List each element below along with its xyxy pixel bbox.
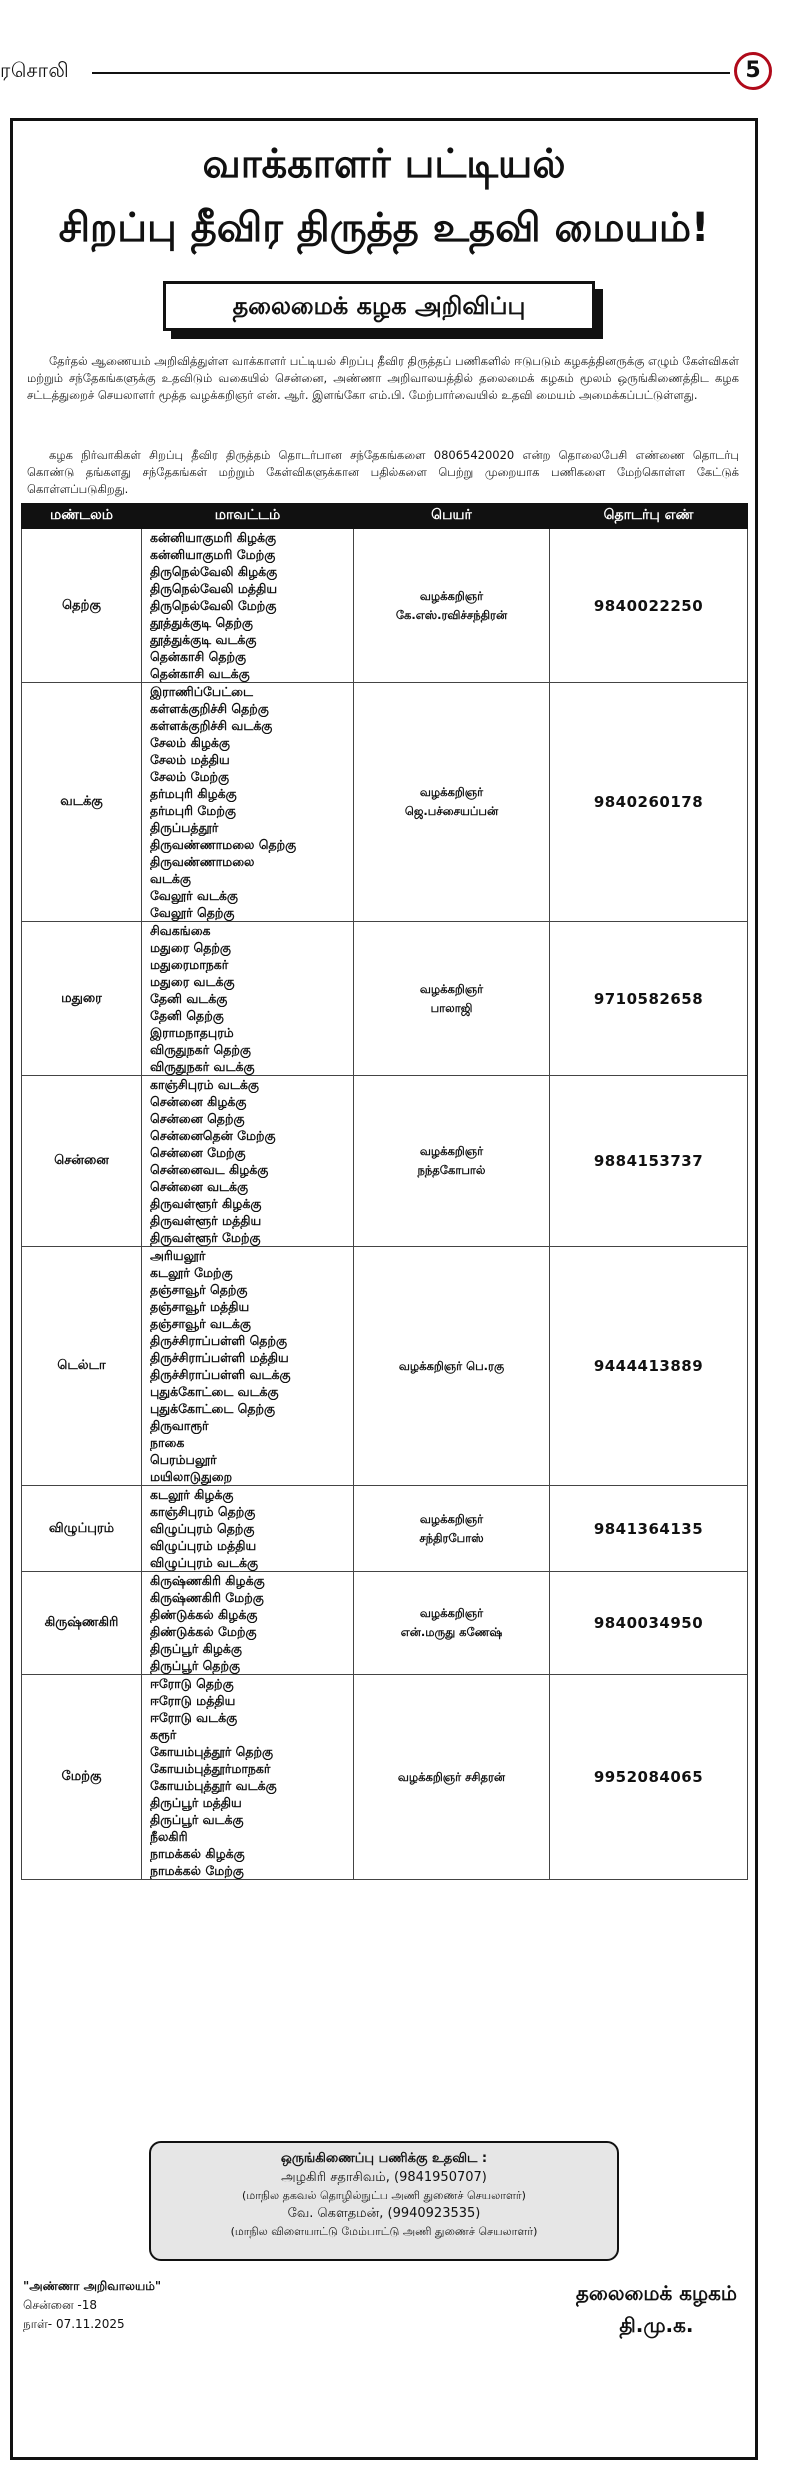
- district-item: திருச்சிராப்பள்ளி தெற்கு: [150, 1333, 287, 1348]
- zone-cell: விழுப்புரம்: [22, 1486, 142, 1572]
- district-list-cell: [142, 1247, 354, 1486]
- district-list-cell: [142, 1486, 354, 1572]
- district-item: விருதுநகர் தெற்கு: [150, 1042, 251, 1057]
- contact-title: வழக்கறிஞர்: [419, 785, 484, 799]
- footer-city: சென்னை -18: [23, 2298, 98, 2312]
- contact-title: வழக்கறிஞர்: [419, 1511, 484, 1526]
- district-item: விழுப்புரம் வடக்கு: [150, 1555, 258, 1570]
- district-item: சென்னை வடக்கு: [150, 1179, 249, 1194]
- district-item: திருநெல்வேலி கிழக்கு: [150, 564, 278, 579]
- contact-name: ஜெ.பச்சையப்பன்: [404, 804, 499, 818]
- district-item: சென்னைதென் மேற்கு: [150, 1128, 276, 1143]
- footer-date: நாள்- 07.11.2025: [23, 2317, 125, 2331]
- contact-name: வழக்கறிஞர் சசிதரன்: [397, 1769, 506, 1784]
- coordinator-1-role: (மாநில தகவல் தொழில்நுட்ப அணி துணைச் செயலாளர்): [242, 2189, 526, 2202]
- footer-issuer: தலைமைக் கழகம்: [575, 2281, 737, 2305]
- district-list-cell: [142, 922, 354, 1076]
- zone-cell: மதுரை: [22, 922, 142, 1076]
- district-item: தர்மபுரி மேற்கு: [150, 803, 236, 818]
- helpline-paragraph: கழக நிர்வாகிகள் சிறப்பு தீவிர திருத்தம் தொடர்பான சந்தேகங்களை 08065420020 என்ற தொலைபேசி எண்ணை தொடர்பு கொண்டு தங்களது சந்தேகங்கள் மற்றும் கேள்விகளுக்கான பதில்களை பெற்று முறையாக பணிகளை மேற்கொள்ள கேட்டுக் கொள்ளப்படுகிறது.: [27, 448, 739, 496]
- district-item: காஞ்சிபுரம் தெற்கு: [150, 1504, 256, 1519]
- contact-person-cell: [354, 1247, 550, 1486]
- footer-address: [23, 2277, 161, 2334]
- footer-signature: [576, 2277, 737, 2341]
- table-header-row: [22, 504, 748, 529]
- district-item: கன்னியாகுமரி கிழக்கு: [150, 530, 277, 545]
- district-item: புதுக்கோட்டை வடக்கு: [150, 1384, 279, 1399]
- district-item: கள்ளக்குறிச்சி வடக்கு: [150, 718, 273, 733]
- district-item: சேலம் மேற்கு: [150, 769, 230, 784]
- notice-label-box: [163, 281, 603, 339]
- district-item: திருவள்ளூர் மத்திய: [150, 1213, 262, 1228]
- header-district: மாவட்டம்: [142, 504, 354, 529]
- district-list-cell: [142, 1572, 354, 1675]
- district-item: நாமக்கல் மேற்கு: [150, 1863, 244, 1878]
- district-list-cell: [142, 1076, 354, 1247]
- district-item: நாகை: [150, 1435, 185, 1450]
- table-row: [22, 683, 748, 922]
- header-name: பெயர்: [354, 504, 550, 529]
- district-item: திண்டுக்கல் கிழக்கு: [150, 1607, 258, 1622]
- contact-phone-cell: 9884153737: [550, 1076, 748, 1247]
- district-item: சென்னைவட கிழக்கு: [150, 1162, 269, 1177]
- contact-phone-cell: 9840260178: [550, 683, 748, 922]
- contact-person-cell: [354, 529, 550, 683]
- district-item: திருநெல்வேலி மத்திய: [150, 581, 278, 596]
- district-item: கோயம்புத்தூர்மாநகர்: [150, 1761, 271, 1776]
- district-item: வேலூர் தெற்கு: [150, 905, 235, 920]
- district-item: வடக்கு: [150, 871, 191, 886]
- header-zone: மண்டலம்: [22, 504, 142, 529]
- district-item: தஞ்சாவூர் மத்திய: [150, 1299, 250, 1314]
- newspaper-name: ரசொலி: [0, 58, 70, 82]
- district-item: காஞ்சிபுரம் வடக்கு: [150, 1077, 259, 1092]
- district-item: ஈரோடு வடக்கு: [150, 1710, 238, 1725]
- district-item: தஞ்சாவூர் தெற்கு: [150, 1282, 248, 1297]
- contact-name: என்.மருது கணேஷ்: [400, 1625, 503, 1639]
- contact-phone-cell: 9841364135: [550, 1486, 748, 1572]
- contact-person-cell: [354, 1076, 550, 1247]
- contact-name: வழக்கறிஞர் பெ.ரகு: [398, 1358, 505, 1373]
- district-item: திண்டுக்கல் மேற்கு: [150, 1624, 257, 1639]
- district-item: தேனி தெற்கு: [150, 1008, 224, 1023]
- district-item: நாமக்கல் கிழக்கு: [150, 1846, 245, 1861]
- district-item: திருப்பத்தூர்: [150, 820, 219, 835]
- district-item: இராமநாதபுரம்: [150, 1025, 234, 1040]
- zone-cell: கிருஷ்ணகிரி: [22, 1572, 142, 1675]
- table-row: [22, 922, 748, 1076]
- contact-person-cell: [354, 1572, 550, 1675]
- notice-label: தலைமைக் கழக அறிவிப்பு: [163, 281, 595, 331]
- district-item: திருப்பூர் மத்திய: [150, 1795, 242, 1810]
- contact-title: வழக்கறிஞர்: [419, 981, 484, 996]
- district-item: விழுப்புரம் தெற்கு: [150, 1521, 255, 1536]
- coordinator-2-role: (மாநில விளையாட்டு மேம்பாட்டு அணி துணைச் செயலாளர்): [230, 2225, 538, 2238]
- district-item: திருவண்ணாமலை தெற்கு: [150, 837, 297, 852]
- contact-name: கே.எஸ்.ரவிச்சந்திரன்: [395, 607, 508, 622]
- header-rule: [92, 72, 730, 74]
- table-row: [22, 1572, 748, 1675]
- district-list-cell: [142, 1675, 354, 1880]
- zone-cell: சென்னை: [22, 1076, 142, 1247]
- district-item: பெரம்பலூர்: [150, 1452, 217, 1467]
- district-item: தூத்துக்குடி வடக்கு: [150, 632, 257, 647]
- contact-name: சந்திரபோஸ்: [419, 1530, 484, 1545]
- district-item: திருநெல்வேலி மேற்கு: [150, 598, 277, 613]
- zone-cell: தெற்கு: [22, 529, 142, 683]
- zone-cell: மேற்கு: [22, 1675, 142, 1880]
- district-item: மதுரை தெற்கு: [150, 940, 231, 955]
- district-item: இராணிப்பேட்டை: [150, 684, 253, 699]
- district-item: ஈரோடு தெற்கு: [150, 1676, 234, 1691]
- table-row: [22, 1076, 748, 1247]
- contact-person-cell: [354, 922, 550, 1076]
- district-item: மதுரைமாநகர்: [150, 957, 229, 972]
- contact-title: வழக்கறிஞர்: [419, 1606, 484, 1620]
- zone-contact-table: [21, 503, 748, 1880]
- newspaper-header: [0, 52, 800, 92]
- district-item: கிருஷ்ணகிரி மேற்கு: [150, 1590, 264, 1605]
- district-item: விருதுநகர் வடக்கு: [150, 1059, 255, 1074]
- table-row: [22, 1675, 748, 1880]
- intro-paragraph: தேர்தல் ஆணையம் அறிவித்துள்ள வாக்காளர் பட்டியல் சிறப்பு தீவிர திருத்தப் பணிகளில் ஈடுபடும் கழகத்தினருக்கு எழும் கேள்விகள் மற்றும் சந்தேகங்களுக்கு உதவிடும் வகையில் சென்னை, அண்ணா அறிவாலயத்தில் தலைமைக் கழகம் மூலம் ஒருங்கிணைத்திட கழக சட்டத்துறைச் செயலாளர் மூத்த வழக்கறிஞர் என். ஆர். இளங்கோ எம்.பி. மேற்பார்வையில் உதவி மையம் அமைக்கப்பட்டுள்ளது.: [27, 354, 739, 402]
- district-item: திருவண்ணாமலை: [150, 854, 255, 869]
- district-item: கோயம்புத்தூர் தெற்கு: [150, 1744, 274, 1759]
- announcement-frame: [10, 118, 758, 2460]
- coordination-heading: ஒருங்கிணைப்பு பணிக்கு உதவிட :: [280, 2151, 488, 2166]
- district-item: ஈரோடு மத்திய: [150, 1693, 236, 1708]
- district-list-cell: [142, 683, 354, 922]
- district-item: நீலகிரி: [150, 1829, 188, 1844]
- contact-phone-cell: 9710582658: [550, 922, 748, 1076]
- district-item: சென்னை தெற்கு: [150, 1111, 245, 1126]
- table-row: [22, 1247, 748, 1486]
- district-item: திருப்பூர் வடக்கு: [150, 1812, 244, 1827]
- district-item: சேலம் கிழக்கு: [150, 735, 230, 750]
- table-row: [22, 529, 748, 683]
- contact-title: வழக்கறிஞர்: [419, 588, 484, 603]
- district-item: தஞ்சாவூர் வடக்கு: [150, 1316, 251, 1331]
- contact-person-cell: [354, 683, 550, 922]
- district-item: சென்னை கிழக்கு: [150, 1094, 247, 1109]
- coordinator-1: அழகிரி சதாசிவம், (9841950707): [281, 2170, 487, 2185]
- district-item: மதுரை வடக்கு: [150, 974, 235, 989]
- district-item: கடலூர் கிழக்கு: [150, 1487, 234, 1502]
- district-item: மயிலாடுதுறை: [150, 1469, 233, 1484]
- district-item: கிருஷ்ணகிரி கிழக்கு: [150, 1573, 265, 1588]
- coordinator-2: வே. கௌதமன், (9940923535): [287, 2206, 481, 2221]
- district-item: தேனி வடக்கு: [150, 991, 228, 1006]
- district-item: சிவகங்கை: [150, 923, 211, 938]
- district-item: திருச்சிராப்பள்ளி வடக்கு: [150, 1367, 291, 1382]
- district-item: திருவள்ளூர் கிழக்கு: [150, 1196, 262, 1211]
- zone-cell: டெல்டா: [22, 1247, 142, 1486]
- coordination-box: [149, 2141, 619, 2261]
- footer-place: "அண்ணா அறிவாலயம்": [23, 2279, 162, 2293]
- district-item: விழுப்புரம் மத்திய: [150, 1538, 257, 1553]
- headline-line-2: சிறப்பு தீவிர திருத்த உதவி மையம்!: [58, 205, 710, 251]
- district-item: திருவாரூர்: [150, 1418, 209, 1433]
- district-item: புதுக்கோட்டை தெற்கு: [150, 1401, 276, 1416]
- contact-name: நந்தகோபால்: [417, 1163, 486, 1177]
- district-item: தென்காசி வடக்கு: [150, 666, 250, 681]
- header-phone: தொடர்பு எண்: [550, 504, 748, 529]
- district-item: திருச்சிராப்பள்ளி மத்திய: [150, 1350, 289, 1365]
- footer-party: தி.மு.க.: [619, 2313, 694, 2337]
- district-list-cell: [142, 529, 354, 683]
- contact-phone-cell: 9840034950: [550, 1572, 748, 1675]
- district-item: கரூர்: [150, 1727, 177, 1742]
- district-item: கன்னியாகுமரி மேற்கு: [150, 547, 276, 562]
- district-item: அரியலூர்: [150, 1248, 206, 1263]
- contact-title: வழக்கறிஞர்: [419, 1144, 484, 1158]
- headline-line-1: வாக்காளர் பட்டியல்: [202, 141, 566, 187]
- district-item: திருப்பூர் கிழக்கு: [150, 1641, 242, 1656]
- district-item: தென்காசி தெற்கு: [150, 649, 247, 664]
- table-body: [22, 529, 748, 1880]
- contact-phone-cell: 9444413889: [550, 1247, 748, 1486]
- district-item: திருப்பூர் தெற்கு: [150, 1658, 240, 1673]
- district-item: திருவள்ளூர் மேற்கு: [150, 1230, 261, 1245]
- district-item: சென்னை மேற்கு: [150, 1145, 246, 1160]
- zone-cell: வடக்கு: [22, 683, 142, 922]
- district-item: தூத்துக்குடி தெற்கு: [150, 615, 253, 630]
- contact-name: பாலாஜி: [430, 1000, 473, 1015]
- district-item: கோயம்புத்தூர் வடக்கு: [150, 1778, 277, 1793]
- contact-person-cell: [354, 1675, 550, 1880]
- district-item: சேலம் மத்திய: [150, 752, 230, 767]
- contact-phone-cell: 9840022250: [550, 529, 748, 683]
- table-row: [22, 1486, 748, 1572]
- contact-person-cell: [354, 1486, 550, 1572]
- district-item: வேலூர் வடக்கு: [150, 888, 238, 903]
- page-number-badge: 5: [734, 52, 772, 90]
- contact-phone-cell: 9952084065: [550, 1675, 748, 1880]
- district-item: தர்மபுரி கிழக்கு: [150, 786, 237, 801]
- district-item: கடலூர் மேற்கு: [150, 1265, 233, 1280]
- district-item: கள்ளக்குறிச்சி தெற்கு: [150, 701, 269, 716]
